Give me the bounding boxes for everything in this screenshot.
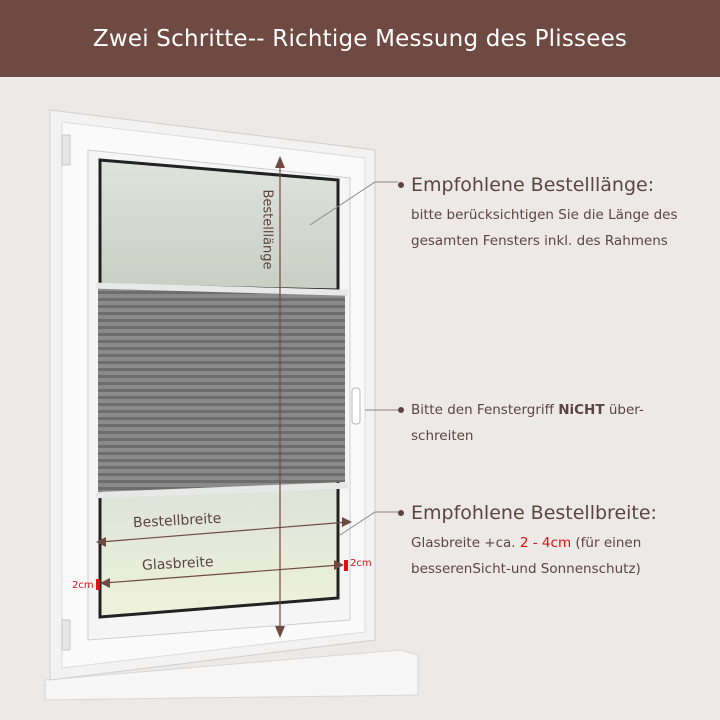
- glass-bottom: [100, 480, 338, 617]
- note-handle: [398, 397, 644, 449]
- margin-right-label: 2cm: [350, 558, 372, 569]
- note-line: bitte berücksichtigen Sie die Länge des: [411, 207, 678, 223]
- page-title: Zwei Schritte-- Richtige Messung des Plissees: [92, 25, 628, 52]
- note-text: über-: [604, 402, 644, 418]
- note-line: schreiten: [411, 428, 474, 444]
- note-line: besserenSicht-und Sonnenschutz): [411, 561, 641, 577]
- note-text: Glasbreite +ca.: [411, 535, 520, 551]
- glass-top: [100, 160, 338, 290]
- margin-left-label: 2cm: [72, 580, 94, 591]
- note-text: (für einen: [571, 535, 642, 551]
- note-title: Empfohlene Bestelllänge:: [411, 174, 655, 196]
- pleated-blind: [98, 283, 345, 492]
- note-title: Empfohlene Bestellbreite:: [411, 502, 657, 524]
- note-highlight: 2 - 4cm: [519, 535, 572, 551]
- bullet-icon: [398, 510, 404, 516]
- length-label: Bestelllänge: [259, 189, 275, 270]
- note-bold: NiCHT: [558, 402, 605, 418]
- bullet-icon: [398, 407, 404, 413]
- order-width-label: Bestellbreite: [132, 510, 222, 532]
- bullet-icon: [398, 182, 404, 188]
- note-length: [398, 172, 678, 254]
- note-width: [398, 500, 657, 582]
- note-text: Bitte den Fenstergriff: [411, 402, 559, 418]
- glass-width-label: Glasbreite: [141, 554, 214, 574]
- window-handle: [352, 388, 360, 424]
- note-line: gesamten Fensters inkl. des Rahmens: [411, 233, 668, 249]
